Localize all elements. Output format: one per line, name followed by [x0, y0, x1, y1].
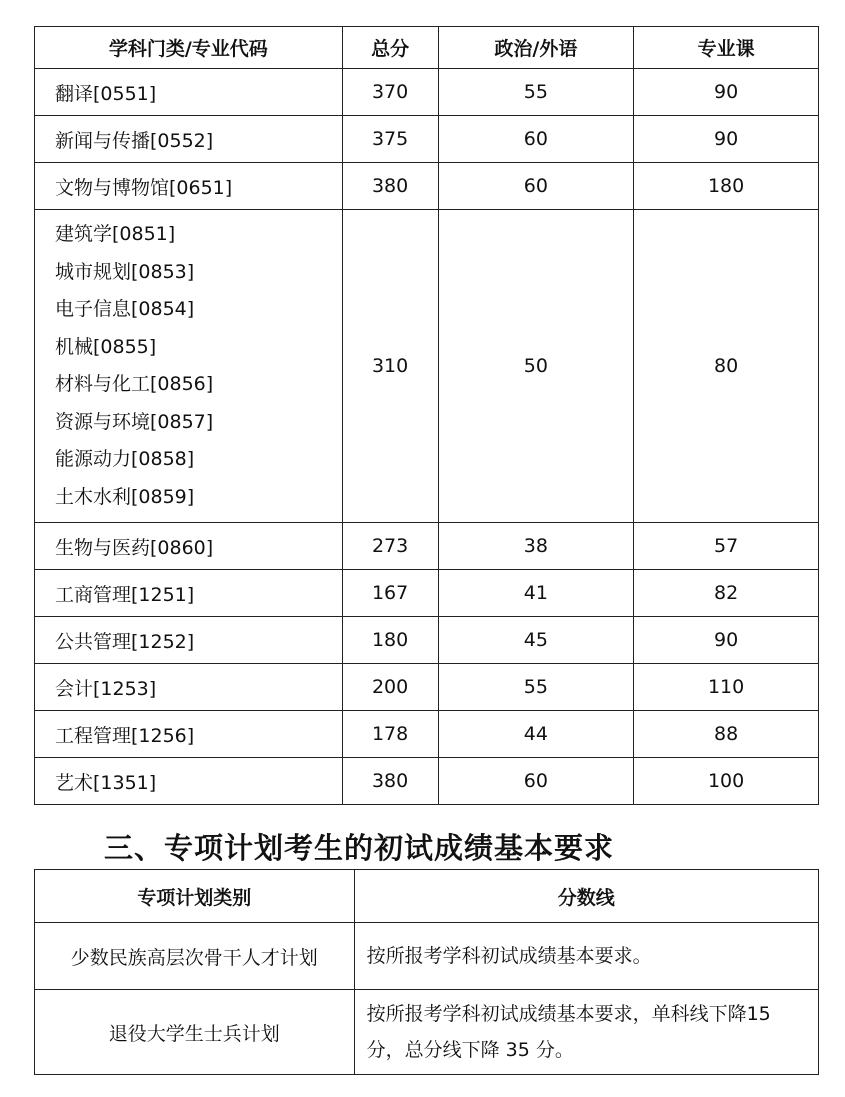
- table-row: [35, 617, 819, 664]
- table-header-row: [35, 870, 819, 923]
- major-name: 建筑学[0851]: [55, 223, 176, 245]
- major-cell: [35, 116, 343, 163]
- header-total: 总分: [342, 27, 438, 69]
- politics-language-score-cell: 45: [438, 617, 634, 664]
- major-name: 机械[0855]: [55, 335, 157, 358]
- table-row: [35, 923, 819, 990]
- total-score-cell: 273: [342, 523, 438, 570]
- table-row: [35, 69, 819, 116]
- total-score-cell: 200: [342, 664, 438, 711]
- score-table-body: [35, 69, 819, 805]
- specialty-score-cell: 110: [634, 664, 819, 711]
- plan-requirement-cell: 按所报考学科初试成绩基本要求。: [354, 923, 818, 990]
- politics-language-score-cell: 44: [438, 711, 634, 758]
- score-requirements-table: [34, 26, 819, 805]
- politics-language-score-cell: 41: [438, 570, 634, 617]
- major-name: 生物与医药[0860]: [55, 536, 214, 559]
- table-header-row: [35, 27, 819, 69]
- major-name: 能源动力[0858]: [55, 448, 195, 470]
- plan-requirement-cell: 按所报考学科初试成绩基本要求，单科线下降15 分，总分线下降 35 分。: [354, 990, 818, 1075]
- major-name: 翻译[0551]: [55, 82, 157, 105]
- major-name: 资源与环境[0857]: [55, 410, 214, 433]
- politics-language-score-cell: 60: [438, 116, 634, 163]
- total-score-cell: 380: [342, 758, 438, 805]
- major-cell: [35, 617, 343, 664]
- politics-language-score-cell: 38: [438, 523, 634, 570]
- header-score-line: 分数线: [354, 870, 818, 923]
- total-score-cell: 178: [342, 711, 438, 758]
- specialty-score-cell: 100: [634, 758, 819, 805]
- total-score-cell: 380: [342, 163, 438, 210]
- major-cell: [35, 163, 343, 210]
- major-name: 电子信息[0854]: [55, 298, 195, 320]
- major-name: 艺术[1351]: [55, 771, 157, 794]
- plan-type-cell: 退役大学生士兵计划: [35, 990, 355, 1075]
- major-name: 工程管理[1256]: [55, 724, 195, 747]
- total-score-cell: 370: [342, 69, 438, 116]
- total-score-cell: 310: [342, 210, 438, 523]
- major-cell: [35, 69, 343, 116]
- politics-language-score-cell: 60: [438, 163, 634, 210]
- table-row: [35, 163, 819, 210]
- specialty-score-cell: 90: [634, 617, 819, 664]
- section-title: 三、专项计划考生的初试成绩基本要求: [104, 831, 615, 865]
- major-cell: [35, 664, 343, 711]
- major-name: 工商管理[1251]: [55, 583, 195, 606]
- specialty-score-cell: 90: [634, 116, 819, 163]
- politics-language-score-cell: 60: [438, 758, 634, 805]
- specialty-score-cell: 80: [634, 210, 819, 523]
- major-cell: [35, 758, 343, 805]
- special-plan-table: [34, 869, 819, 1075]
- specialty-score-cell: 180: [634, 163, 819, 210]
- major-name: 新闻与传播[0552]: [55, 129, 214, 152]
- major-name: 城市规划[0853]: [55, 260, 195, 283]
- table-row: [35, 711, 819, 758]
- major-name: 土木水利[0859]: [55, 485, 195, 508]
- table-row: [35, 116, 819, 163]
- table-row: [35, 664, 819, 711]
- specialty-score-cell: 82: [634, 570, 819, 617]
- major-cell: [35, 210, 343, 523]
- total-score-cell: 167: [342, 570, 438, 617]
- specialty-score-cell: 88: [634, 711, 819, 758]
- major-cell: [35, 570, 343, 617]
- major-name: 公共管理[1252]: [55, 630, 195, 653]
- specialty-score-cell: 57: [634, 523, 819, 570]
- major-name: 会计[1253]: [55, 677, 157, 700]
- header-politics-language: 政治/外语: [438, 27, 634, 69]
- table-row: [35, 758, 819, 805]
- table-row: [35, 990, 819, 1075]
- header-major: 学科门类/专业代码: [35, 27, 343, 69]
- header-plan-type: 专项计划类别: [35, 870, 355, 923]
- politics-language-score-cell: 55: [438, 664, 634, 711]
- table-row: [35, 210, 819, 523]
- major-name: 材料与化工[0856]: [55, 373, 214, 395]
- table-row: [35, 570, 819, 617]
- total-score-cell: 180: [342, 617, 438, 664]
- table-row: [35, 523, 819, 570]
- major-cell: [35, 711, 343, 758]
- major-name: 文物与博物馆[0651]: [55, 176, 233, 199]
- politics-language-score-cell: 55: [438, 69, 634, 116]
- major-cell: [35, 523, 343, 570]
- specialty-score-cell: 90: [634, 69, 819, 116]
- plan-type-cell: 少数民族高层次骨干人才计划: [35, 923, 355, 990]
- total-score-cell: 375: [342, 116, 438, 163]
- header-specialty: 专业课: [634, 27, 819, 69]
- politics-language-score-cell: 50: [438, 210, 634, 523]
